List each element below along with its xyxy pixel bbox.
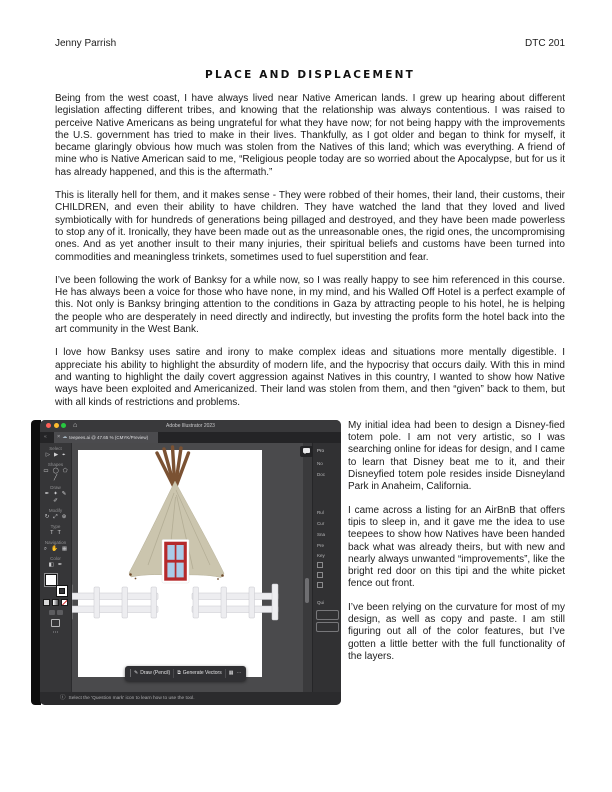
panel-header: Pro	[317, 447, 325, 453]
image-text-row	[43, 419, 565, 705]
tool-group-color: Color ◧ ✒	[48, 555, 63, 568]
selection-tool-icon: ▶	[53, 451, 59, 458]
scale-tool-icon: ⤢	[53, 513, 58, 520]
eyedropper-tool-icon: ✒	[57, 561, 63, 568]
draw-pencil-button: ✎ Draw (Pencil)	[134, 670, 171, 677]
polygon-tool-icon: ⬠	[62, 467, 68, 474]
scrollbar-gutter	[303, 443, 312, 692]
drag-handle-icon	[130, 669, 131, 677]
panel-setting-label: Key	[317, 552, 325, 558]
checkbox-icon	[317, 582, 323, 588]
author-name: Jenny Parrish	[55, 38, 117, 49]
essay-paragraph: My initial idea had been to design a Disney-fied totem pole. I am not very artistic, so I was searching online for ideas for design, and I came to learn that Disney beat me to it, and their Disneyfied totem pole resides inside Disneyland Park in Anaheim, California.	[348, 419, 565, 493]
generate-vectors-button: ⧉ Generate Vectors	[177, 670, 222, 677]
curvature-tool-icon: ✦	[53, 490, 58, 497]
panel-label: No	[317, 460, 323, 466]
divider	[173, 669, 174, 678]
panel-setting-label: Pre	[317, 542, 325, 548]
touch-type-tool-icon: T	[57, 529, 61, 536]
canvas	[72, 443, 303, 692]
vertical-scrollbar	[305, 578, 309, 603]
tool-group-shapes: Shapes ▭ ◯ ⬠ ╱	[43, 461, 68, 481]
tool-group-type: Type T T	[50, 523, 61, 536]
fill-stroke-swatches	[45, 574, 67, 596]
document-header	[55, 38, 565, 50]
quick-actions-label: Qui	[317, 599, 325, 605]
hand-tool-icon: ✋	[51, 545, 58, 552]
comment-icon	[300, 446, 313, 457]
document-tab-label: teepees.ai @ 47.65 % (CMYK/Preview)	[69, 434, 149, 440]
brush-tool-icon: ✐	[53, 497, 58, 504]
quick-action-button	[316, 610, 339, 620]
swatch-options	[43, 599, 68, 606]
divider	[225, 669, 226, 678]
toolbar	[40, 443, 72, 692]
tool-group-navigation: Navigation ⌕ ✋ ▦	[43, 539, 68, 552]
essay-paragraph: Being from the west coast, I have always lived near Native American lands. I grew up hearing about different legislation affecting different tribes, and knowing that the relationship was always contentious. I was raised to perceive Native Americans as being ungrateful for what they have now; for not being happy with the improvements the U.S. government has tried to make in their lives. Thankfully, as I got older and began to think for myself, it became glaringly obvious how much was stolen from the Natives of this land; which was everything. A friend of mine who is Native American said to me, “Religious people today are so worried about the Apocalypse, but for us it has already happened, and this is the aftermath.”	[55, 93, 565, 178]
workspace	[40, 443, 341, 692]
illustrator-screenshot-image	[31, 420, 341, 705]
essay-paragraph: I’ve been relying on the curvature for most of my design, as well as copy and paste. I am still figuring out all of the color features, but I’ve gotten a little better with the full functionality of the layers.	[348, 601, 565, 662]
tool-group-draw: Draw ✒ ✦ ✎ ✐	[44, 484, 67, 504]
draw-behind-icon	[57, 610, 63, 615]
document-tab	[54, 432, 158, 443]
rotate-tool-icon: ↻	[44, 513, 50, 520]
zoom-tool-icon: ⌕	[43, 545, 48, 552]
rectangle-tool-icon: ▭	[43, 467, 49, 474]
generate-vectors-icon: ⧉	[177, 670, 181, 677]
document-tab-bar	[40, 432, 341, 443]
side-column	[348, 420, 565, 674]
window-title: Adobe Illustrator 2023	[166, 422, 215, 429]
gradient-swatch-icon	[52, 599, 59, 606]
gradient-tool-icon: ◧	[48, 561, 54, 568]
info-icon: ⓘ	[60, 695, 66, 702]
line-tool-icon: ╱	[53, 474, 58, 481]
panel-label: Doc	[317, 471, 326, 477]
shape-builder-tool-icon: ⊛	[61, 513, 67, 520]
pencil-tool-icon: ✎	[61, 490, 67, 497]
artboard-tool-icon: ▦	[61, 545, 68, 552]
contextual-taskbar	[125, 666, 246, 681]
close-tab-icon: ×	[57, 433, 61, 440]
illustrator-window	[40, 420, 341, 705]
collapse-panel-icon: «	[44, 434, 47, 441]
type-tool-icon: T	[50, 529, 54, 536]
page-title: PLACE AND DISPLACEMENT	[205, 69, 415, 81]
course-code: DTC 201	[524, 38, 565, 49]
tool-group-select: Select ▷ ▶ ⌖	[45, 445, 66, 458]
direct-selection-tool-icon: ▷	[45, 451, 50, 458]
ellipse-tool-icon: ◯	[52, 467, 59, 474]
checkbox-icon	[317, 562, 323, 568]
quick-action-button	[316, 622, 339, 632]
more-options-icon: ⋯	[236, 670, 242, 677]
essay-paragraph: I came across a listing for an AirBnB that offers tipis to sleep in, and it gave me the idea to use teepees to show how Natives have been handed back what was already theirs, but with new and nearly always unwanted “improvements”, like the bright red door on this tipi and the white picket fence out front.	[348, 504, 565, 590]
change-screen-mode-icon	[51, 619, 60, 627]
cloud-document-icon: ☁	[62, 433, 68, 440]
properties-panel	[312, 443, 341, 692]
home-icon: ⌂	[73, 422, 78, 430]
draw-normal-icon	[49, 610, 55, 615]
status-message: Select the 'Question mark' icon to learn how to use the tool.	[68, 695, 195, 701]
drawing-modes	[49, 610, 63, 615]
magic-wand-tool-icon: ⌖	[62, 451, 66, 458]
fill-swatch	[45, 574, 57, 586]
pen-tool-icon: ✒	[44, 490, 50, 497]
essay-paragraph: I love how Banksy uses satire and irony to make complex ideas and situations more mentally digestible. I appreciate his ability to highlight the absurdity of modern life, and the hypocrisy that occurs daily. With this in mind and wanting to highlight the daily covert aggression against Natives in this country, I wanted to show how Native ways have been exploited and Americanized. Their land was stolen from them, and then “given” back to them, but with all kinds of restrictions and problems.	[55, 347, 565, 408]
checkbox-icon	[317, 572, 323, 578]
pencil-icon: ✎	[134, 670, 139, 677]
stroke-swatch	[57, 586, 67, 596]
panel-setting-label: Rul	[317, 509, 324, 515]
essay-paragraph: This is literally hell for them, and it makes sense - They were robbed of their homes, their land, their customs, their CHILDREN, and even their ability to have children. They have watched the land that they loved and lived symbiotically with for hundreds of generations being pillaged and destroyed, and they have been made powerless to stop any of it. Ironically, they have been made out as the unreasonable ones, the rigid ones, the uncompromising ones. And as yet another insult to their many injuries, their spiritual beliefs and customs have been turned into commodities and meaningless trinkets, sometimes used to fuel superstition and fear.	[55, 190, 565, 263]
none-swatch-icon	[61, 599, 68, 606]
tool-group-modify: Modify ↻ ⤢ ⊛	[44, 507, 67, 520]
image-icon: ▦	[228, 670, 234, 677]
panel-setting-label: Sna	[317, 531, 326, 537]
more-tools-icon: ⋯	[52, 629, 59, 636]
panel-setting-label: Cur	[317, 520, 325, 526]
teepee-door	[162, 539, 189, 583]
essay-paragraph: I’ve been following the work of Banksy for a while now, so I was really happy to see him referenced in this course. He has always been a voice for those who have none, in my mind, and his Walled Off Hotel is a perfect example of this. Not only is Banksy bringing attention to the conditions in Gaza by attracting people to his hotel, he is helping the people who are desperately in need directly and indirectly, but investing the profits form the hotel back into the art community in the West Bank.	[55, 274, 565, 336]
color-swatch-icon	[43, 599, 50, 606]
status-bar	[40, 692, 341, 705]
